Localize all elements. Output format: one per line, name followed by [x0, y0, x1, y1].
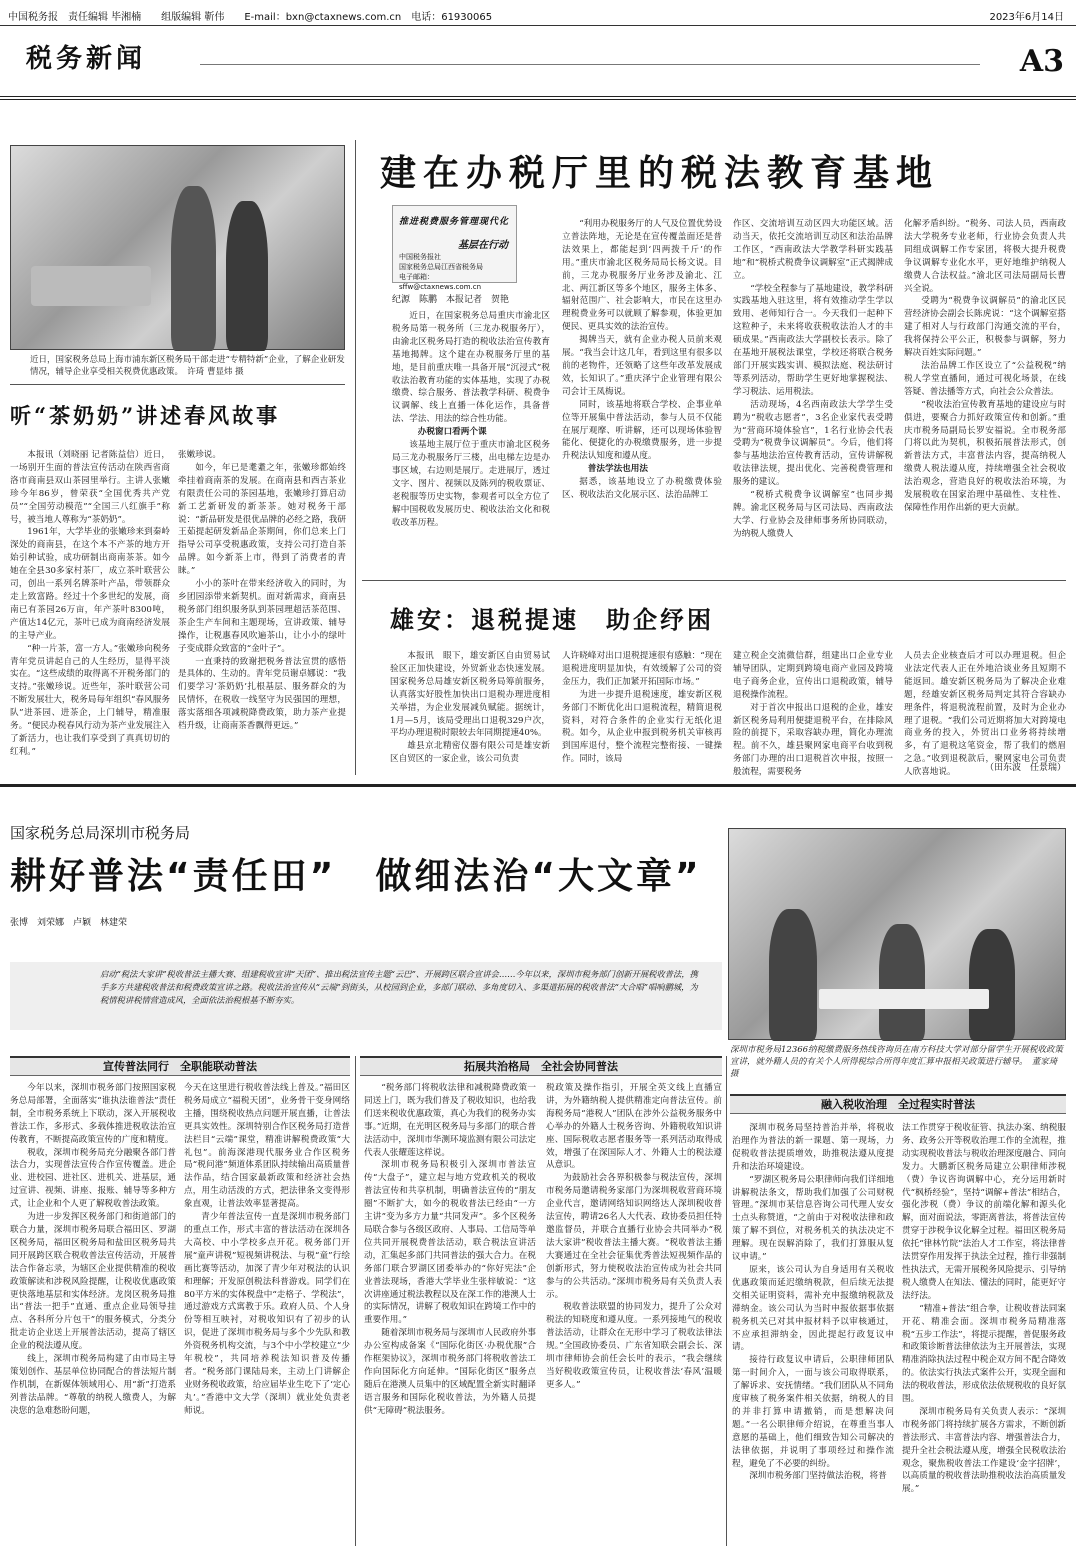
paragraph: 张嫩珍说。 [178, 450, 221, 460]
article1-photo [10, 145, 345, 350]
article4-section-head-2: 拓展共治格局 全社会协同普法 [360, 1056, 722, 1076]
paragraph: 深圳市税务局有关负责人表示：“深圳市税务部门将持续扩展各方需求，不断创新普法形式、丰富普法内容、增强普法合力，提升全社会税法遵从度，增强全民税收法治观念，聚焦税收普法工作建设‘金字招牌’，以高质量的税收普法助推税收法治高质量发展。” [902, 1406, 1066, 1495]
subheading: 办税窗口看两个课 [417, 427, 487, 438]
paragraph: 近日，在国家税务总局重庆市渝北区税务局第一税务所（三龙办税服务厅），由渝北区税务局打造的税收法治宣传教育基地揭牌。这个建在办税服务厅里的基地，是目前重庆唯一具备开展“沉浸式”税收法治教育功能的实体基地，实现了办税缴费、综合服务、普法教学科研、税费争议调解、线上直播一体化运作，具备普法、学法、用法的综合性功能。 [392, 311, 550, 425]
campaign-tagline: 基层在行动 [458, 240, 508, 251]
article4-column-5 [732, 1122, 894, 1544]
article2-headline: 建在办税厅里的税法教育基地 [380, 152, 940, 194]
article2-byline: 纪源 陈鹏 本报记者 贺艳 [392, 295, 510, 305]
article4-column-6 [902, 1122, 1066, 1544]
paragraph: 一直秉持的致谢把税务普法宣贯的感悟是具体的、生动的。青年党员谢卓娜说：“我们要学习‘茶奶奶’扎根基层、服务群众的为民情怀，在税收一线坚守为民强国的理想，落实落细各项减税降费政策，助力茶产业提档升级，让商南茶香飘得更远。” [178, 656, 346, 732]
section-masthead [0, 28, 1076, 100]
paragraph: 为鼓励社会各界积极参与税法宣传，深圳市税务局邀请税务家部门为深圳税收营商环境企业代言，邀请网络知识网络达人深圳税收普法宣传，聘请26名人大代表、政协委员担任特邀监督员，并联合直播行业协会共同举办“税法大家讲”税收普法主播大赛。“税收普法主播大赛通过在全社会征集优秀普法短视频作品的创新形式，努力使税收法治宣传成为社会共同参与的公共活动。”深圳市税务局有关负责人表示。 [546, 1173, 722, 1300]
paragraph: “税桥式税费争议调解室”也同步揭牌。渝北区税务局与区司法局、西南政法大学、行业协会及律师事务所协同联动，为纳税人缴费人 [733, 490, 893, 539]
paragraph: 本报讯（刘晓丽 记者陈益信）近日，一场别开生面的普法宣传活动在陕西省商洛市商南县双山茶园里举行。主讲人张嫩珍今年86岁，曾荣获“全国优秀共产党员”“全国劳动模范”“全国三八红旗手”称号，被当地人尊称为“茶奶奶”。 [10, 450, 170, 525]
photo-figure [226, 201, 268, 351]
paragraph: 如今，年已是耄耋之年，张嫩珍都始终牵挂着商南茶的发展。在商南县和西吉茶业有限责任公司的茶园基地，张嫩珍打算启动新工艺新研发的新茶茶。她对税务干部说：“新品研发是很优品牌的必经之路，我研王茹提起研发新品企茶期间，你们总来上门指导公司享受税惠政策，支持公司打造自茶品牌。如今新茶上市，得到了消费者的青睐。” [178, 462, 346, 577]
paragraph: 该基地主展厅位于重庆市渝北区税务局三龙办税服务厅三楼，出电梯左边是办事区域，右边则是展厅。走进展厅，透过文字、图片、视频以及陈列的税收票证、老税服等历史实物，参观者可以全方位了解中国税收发展历史、税收法治文化和税收改革历程。 [392, 440, 550, 528]
article3-column-3 [733, 650, 893, 778]
subheading: 普法学法也用法 [587, 464, 648, 475]
photo-figure [769, 909, 817, 1041]
paragraph: 为进一步发挥区税务部门和街道部门的联合力量，深圳市税务局联合福田区、罗湖区税务局，福田区税务局和盐田区税务局共同开展跨区联合税收普法宣传活动，开展普法合作备忘录，为辖区企业提供精准的税收政策解读和涉税风险提醒，让税收优惠政策更快落地基层和实体经济。龙岗区税务局推出“普法一把手”直通、重点企业局领导挂点、各科所分片包干”的服务模式，分类分批走访企业送上开展普法活动，提高了辖区企业的税法遵从度。 [10, 1212, 176, 1352]
article4-photo-caption: 深圳市税务局12366纳税缴费服务热线咨询员在南方科技大学对部分留学生开展税收政策宣讲，就外籍人员的有关个人所得税综合所得年度汇算申报相关政策进行辅导。 董家琦 摄 [730, 1045, 1064, 1079]
paragraph: 税政策及操作指引，开展全英文线上直播宣讲，为外籍纳税人提供精准定向普法宣传。前海税务局“港税人”团队在涉外公益税务服务中心举办的外籍人士税务咨询、外籍税收知识讲座、国际税收志愿者服务等一系列活动取得成效，增强了在深国际人才、外籍人士的税法遵从意识。 [546, 1083, 722, 1171]
paragraph: 化解矛盾纠纷。“税务、司法人员，西南政法大学税务专业老师，行业协会负责人共同组成调解工作专家团，将极大提升税费争议调解专业化水平，更好地维护纳税人缴费人合法权益。”渝北区司法局副局长曹兴全说。 [904, 219, 1066, 294]
paragraph: 揭牌当天，就有企业办税人员前来观展。“我当会计这几年，看到这里有很多以前的老物件，还领略了这些年改革发展成效，长知识了。”重庆泽宁企业管理有限公司会计王凤梅说。 [562, 335, 722, 397]
paragraph: 人许晓峰对出口退税提速很有感触：“现在退税进度明显加快，有效缓解了公司的资金压力，我们正加紧开拓国际市场。” [562, 651, 722, 687]
section-divider [0, 784, 1076, 787]
photo-table [819, 989, 989, 1009]
article2-column-4 [904, 218, 1066, 572]
article4-kicker: 国家税务总局深圳市税务局 [10, 824, 191, 842]
article3-headline: 雄安：退税提速 助企纾困 [390, 606, 714, 634]
paragraph: “罗湖区税务局公职律师向我们详细地讲解税法条文，帮助我们加强了公司财税管理。”深圳市某信息咨询公司代理人安女士点头称赞道，“之前由于对税收法律和政策了解不到位，对税务机关的执法决定不理解。现在误解消除了，我们打算服从复议申请。” [732, 1174, 894, 1263]
paragraph: 受聘为“税费争议调解员”的渝北区民营经济协会副会长陈虎说：“这个调解室搭建了相对人与行政部门沟通交流的平台，我将保持公平公正，积极参与调解，努力解决百姓实际问题。” [904, 296, 1066, 359]
paragraph: 1961年，大学毕业的张嫩珍来到秦岭深处的商南县，在这个本不产茶的地方开始引种试验，成功研制出商南茶茶。如今她在全县30多家村茶厂，成立茶叶联营公司，创出一系列名牌茶叶产品，带领群众走上致富路。经过十个多世纪的发展，商南已有茶园26万亩，年产茶叶8300吨，产值达14亿元，茶叶已成为商南经济发展的主导产业。 [10, 527, 170, 641]
paragraph: “精准+普法”组合拳，让税收普法同案开花、精准会面。深圳市税务局精准落税“五步工作法”，将提示提醒，普促服务政和政策诊断普法律依法为主开展普法，实现精准消除执法过程中税企双方间不配合降效的。依法实行执法式案件公开，实现全面和法的税收普法，形成依法依规税收的良好氛围。 [902, 1303, 1066, 1405]
article4-section-head-3: 融入税收治理 全过程实时普法 [730, 1094, 1066, 1114]
paragraph: 作区、交流培训互动区四大功能区域。活动当天，依托交流培训互动区和法治品牌工作区，“西南政法大学教学科研实践基地”和“税桥式税费争议调解室”正式揭牌成立。 [733, 219, 893, 281]
paragraph: 今天在这里进行税收普法线上普及。”福田区税务局成立“福税天团”，业务骨干变身网络主播，围绕税收热点问题开展直播，让普法更具实效性。深圳特别合作区税务局打造普法栏目“云端”课堂，精准讲解税费政策“大礼包”。前海深港现代服务业合作区税务局“税问港”频道体系团队持续输出高质量普法作品，结合国家最新政策和经济社会热点，用生动活泼的方式，把法律条文变得形象直观，让普法效率显著提高。 [184, 1083, 350, 1210]
paragraph: “税务部门将税收法律和减税降费政策一同送上门，既为我们普及了税收知识，也给我们送来税收优惠政策，真心为我们的税务办实事。”近期，在光明区税务局与多部门的联合普法活动中，深圳市华测环境监测有限公司法定代表人张耀莲这样说。 [364, 1083, 536, 1158]
article2-column-3 [733, 218, 893, 572]
article2-column-2 [562, 218, 722, 572]
paragraph: “税收法治宣传教育基地的建设应与时俱进，要聚合力抓好政策宣传和创新。”重庆市税务局副局长罗安福说。全市税务部门将以此为契机，积极拓展普法形式，创新普法方式，丰富普法内容，提高纳税人缴费人税法遵从度，持续增强全社会税收法治观念，营造良好的税收法治环境，为发展税收在国家治理中基础性、支柱性、保障性作用作出新的更大贡献。 [904, 399, 1066, 513]
photo-figure [969, 929, 1015, 1041]
photo-equipment [31, 266, 151, 306]
column-divider [355, 140, 356, 775]
section-title: 税务新闻 [26, 44, 147, 74]
article2-column-1 [392, 310, 550, 572]
paragraph: 随着深圳市税务局与深圳市人民政府外事办公室构成备案《“国际化街区·办税优服”合作框架协议》，深圳市税务部门将税收普法工作向国际化方向延伸。“国际化街区”服务点随后在港澳人员集中的区域配置全新实时翻译语言服务和国际化税收普法，为外籍人员提供“无障碍”税法服务。 [364, 1328, 536, 1416]
article4-headline: 耕好普法“责任田” 做细法治“大文章” [10, 856, 702, 897]
header-info: 中国税务报 责任编辑 毕湘楠 组版编辑 靳伟 E-mail：bxn@ctaxnews.com.cn 电话：61930065 [8, 12, 493, 23]
header-date: 2023年6月14日 [989, 12, 1064, 23]
campaign-contact: 中国税务报社 国家税务总局江西省税务局 电子邮箱：sffw@ctaxnews.com.cn [399, 253, 483, 291]
paragraph: 人员去企业核查后才可以办理退税。但企业法定代表人正在外地洽谈业务且短期不能返回。雄安新区税务局为了解决企业难题，经雄安新区税务局判定其符合容缺办理条件，将退税流程前置，及时为企业办理了退税。“我们公司近期将加大对跨境电商业务的投入，外贸出口业务将持续增多，有了退税这笔资金，帮了我们的燃眉之急。”收到退税款后，聚网家电公司负责人欣喜地说。 [904, 651, 1066, 778]
article4-column-2 [184, 1082, 350, 1544]
article4-byline: 张博 刘荣娜 卢颖 林建荣 [10, 918, 128, 928]
paragraph: 税收，深圳市税务局充分融聚各部门普法合力，实现普法宣传合作宣传覆盖。进企业、进校园、进社区、进机关、进基层，通过宣讲、视频、讲座、报账、辅导等多种方式，让企业和个人更了解税收普法政策。 [10, 1147, 176, 1210]
article4-column-3 [364, 1082, 536, 1544]
paragraph: 本报讯 眼下，雄安新区自由贸易试验区正加快建设，外贸新业态快速发展。国家税务总局雄安新区税务局筹前服务，认真落实好股性加快出口退税办理进度相关举措，为企业发展减负赋能。据统计，1月—5月，该局受理出口退税329户次，平均办理退税时限较去年同期提速40%。 [390, 651, 550, 739]
paragraph: 今年以来，深圳市税务部门按照国家税务总局部署，全面落实“谁执法谁普法”责任制，全市税务系统上下联动，深入开展税收普法工作，多形式、多载体推进税收法治宣传教育，不断提高政策宣传的广度和精度。 [10, 1083, 176, 1145]
paragraph: 青少年普法宣传一直是深圳市税务部门的重点工作，形式丰富的普法活动在深圳各大高校、中小学校多点开花。税务部门开展“童声讲税”短视频讲税法、与税“童”行绘画比赛等活动，加深了青少年对税法的认识和理解；开发原创税法科普游戏。同学们在80平方米的实体税盘中“走格子、学税法”，通过游戏方式寓教于乐。政府人员、个人身份等相互映衬，对税收知识有了初步的认识，促进了深圳市税务局与多个少先队和教外资税务机构交流，与3个中小学校建立“少年税校”，共同培养税法知识普及传播者。“税务部门课陆局来，主动上门讲解企业财务税收政策，给应届毕业生吃下了‘定心丸’。”香港中文大学（深圳）就业处负责老师说。 [184, 1212, 351, 1416]
article4-photo [728, 828, 1066, 1040]
article4-section-head-1: 宣传普法同行 全职能联动普法 [10, 1056, 350, 1076]
article3-credit: （田东波 任景瑞） [984, 763, 1066, 773]
paragraph: 法治品牌工作区设立了“公益税税”纳税人学堂直播间，通过可视化场景，在线答疑、普法播等方式，向社会公众普法。 [904, 360, 1066, 397]
paragraph: 深圳市税务局坚持普治并举，将税收治理作为普法的新一课题、第一现场，力促税收普法提质增效，助推税法遵从度提升和法治环境建设。 [732, 1123, 894, 1172]
campaign-logo-box [392, 205, 517, 291]
paragraph: 建立税企交流微信群，组建出口企业专业辅导团队，定期到跨境电商产业园及跨境电子商务企业，宣传出口退税政策，辅导退税操作流程。 [733, 651, 893, 700]
paragraph: 雄县京北精密仪器有限公司是雄安新区自贸区的一家企业，该公司负责 [390, 741, 550, 765]
photo-figure [879, 924, 925, 1041]
paragraph: 对于首次申报出口退税的企业，雄安新区税务局利用便捷退税平台，在排除风险的前提下，采取容缺办理，简化办理流程。前不久，雄县聚网家电商平台收到税务部门办理的出口退税首次申报，按照一般流程，需要税务 [733, 702, 893, 778]
article3-column-1 [390, 650, 550, 774]
article1-photo-caption: 近日，国家税务总局上海市浦东新区税务局干部走进“专精特新”企业，了解企业研发情况，辅导企业享受相关税费优惠政策。 许琦 曹显炜 摄 [30, 355, 345, 377]
article1-column-2 [178, 449, 346, 771]
paragraph: 法工作贯穿于税收征管、执法办案、纳税服务、政务公开等税收治理工作的全流程，推动实现税收普法与税收治理深度融合、同向发力。大鹏新区税务局建立公职律师涉税（费）争议咨询调解中心，充分运用新时代“枫桥经验”，坚持“调解+普法”相结合，强化涉税（费）争议的前端化解和源头化解，面对面说法，零距离普法，将普法宣传贯穿于涉税争议化解全过程。福田区税务局依托“律林竹院”法治人才工作室，将法律普法贯穿作用发挥于执法全过程，推行非强制性执法式，无需开展税务风险提示、引导纳税人缴费人在知法、懂法的同时，能更好守法纾法。 [902, 1123, 1066, 1301]
divider [362, 580, 1066, 581]
paragraph: 据悉，该基地设立了办税缴费体验区、税收法治文化展示区、法治品牌工 [562, 477, 722, 501]
paragraph: 深圳市税务部门坚持做法治税，将普 [749, 1471, 887, 1482]
paragraph: 原来，该公司认为自身适用有关税收优惠政策而延迟缴纳税款，但后续无法提交相关证明资料，需补充申报缴纳税款及滞纳金。该公司认为当时申报依据事依据税务机关已对其申报材料予以审核通过，不应承担滞纳金，因此提起行政复议申请。 [732, 1264, 894, 1353]
paragraph: 活动现场，4名西南政法大学学生受聘为“税收志愿者”，3名企业家代表受聘为“营商环境体验官”，1名行业协会代表受聘为“税费争议调解员”。今后，他们将参与基地法治宣传教育活动，宣传讲解税收法律法规，提出优化、完善税费管理和服务的建议。 [733, 399, 893, 488]
column-divider [355, 1056, 356, 1546]
article1-column-1 [10, 449, 170, 771]
article1-headline: 听“茶奶奶”讲述春风故事 [10, 403, 281, 428]
campaign-slogan: 推进税费服务管理现代化 [399, 217, 510, 227]
page-number: A3 [1019, 44, 1064, 79]
paragraph: “利用办税服务厅的人气及位置优势设立普法阵地，无论是在宣传覆盖面还是普法效果上，都能起到‘四两拨千斤’的作用。”重庆市渝北区税务局局长杨文说。目前，三龙办税服务厅业务涉及渝北、江北、两江新区等多个地区，服务主体多、辐射范围广、社会影响大，市民在这里办理税费业务可以就顾了解参观，体验更加便民、更具实效的法治宣传。 [562, 219, 722, 333]
column-divider [726, 1056, 727, 1546]
article4-intro: 启动“税法大家讲”税收普法主播大赛、组建税收宣讲“天团”、推出税法宣传主题“云巴”、开展跨区联合宣讲会……今年以来，深圳市税务部门创新开展税收普法，携手多方共建税收普法和税费政策宣讲之路。税收法治宣传从“云端”到街头，从校园到企业，多部门联动、多角度切入、多渠道拓展的税收普法“大合唱”唱响鹏城，为税情税讲税情营造成风，全面依法治税根基不断夯实。 [10, 962, 722, 1030]
article3-column-2 [562, 650, 722, 774]
paragraph: 深圳市税务局积极引入深圳市普法宣传“大盘子”，建立起与地方党政机关的税收普法宣传和共享机制，明确普法宣传的“朋友圈”不断扩大，如今的税收普法已经由“一方主讲”变为多方力量“共同发声”。多个区税务局联合参与各级区政府、人事局、工信局等单位共同开展税费普法活动，联合税法宣讲活动，汇集起多部门共同普法的强大合力。在税务部门联合罗湖区团委举办的“你好宪法”企业普法现场，香港大学毕业生张梓敏说：“这次讲座通过税法教程以及在深工作的港澳人士的实际情况，讲解了税收知识在跨境工作中的重要作用。” [364, 1160, 536, 1326]
photo-figure [171, 186, 216, 351]
article4-column-1 [10, 1082, 176, 1544]
divider [10, 384, 345, 385]
paragraph: “学校全程参与了基地建设，教学科研实践基地入驻这里，将有效推动学生学以致用、老师知行合一。今天我们一起种下这粒种子，未来将收获税收法治人才的丰硕成果。”西南政法大学副校长表示。除了在基地开展税法课堂，学校还将联合税务部门开展实践实训、模拟法庭、税法研讨等系列活动，帮助学生更好地掌握税法、学习税法、运用税法。 [733, 283, 893, 397]
paragraph: 税收普法联盟的协同发力，提升了公众对税法的知晓度和遵从度。一系列接地气的税收普法活动，让群众在无形中学习了税收法律法规。”全国政协委员、广东省知联会副会长、深圳市律师协会前任会长叶的表示，“我会继续当好税收政策宣传员，让税收普法‘春风’温暖更多人。” [546, 1302, 722, 1390]
paragraph: 为进一步提升退税速度，雄安新区税务部门不断优化出口退税流程，精简退税资料，对符合条件的企业实行无纸化退税。如今，从企业申报到税务机关审核再到国库退付，整个流程完整衔接、一键操作。同时，该局 [562, 689, 722, 765]
paragraph: 线上，深圳市税务局构建了由市局主导策划创作、基层单位协同配合的普法短片制作机制，在新媒体领域用心、用“新”打造系列普法品牌。“尊敬的纳税人缴费人，为解决您的急难愁盼问题， [10, 1354, 176, 1416]
paragraph: 小小的茶叶在带来经济收入的同时，为乡团园添带来新契机。面对新需求，商南县税务部门组织服务队到茶园理超活茶范围、茶企生产车间和主题现场，宣讲政策、辅导操作，让税惠春风吹遍茶山，让小小的绿叶子变成群众致富的“金叶子”。 [178, 579, 346, 654]
paragraph: 同时，该基地将联合学校、企事业单位等开展集中普法活动，参与人员不仅能在展厅观摩、听讲解，还可以现场体验智能化、便捷化的办税缴费服务，进一步提升税法认知度和遵从度。 [562, 399, 722, 462]
paragraph: 接待行政复议申请后，公职律师团队第一时间介入，一面与该公司取得联系，了解诉求、安抚情绪。“我们团队从不同角度审核了税务案件相关依据，纳税人的目的并非打算申请撤销，而是想解决问题。”一名公职律师介绍说，在尊重当事人意愿的基础上，他们细致告知公司解决的法律依据，并说明了事项经过和操作流程，避免了不必要的纠纷。 [732, 1355, 894, 1469]
paragraph: “种一片茶，富一方人。”张嫩珍向税务青年党员讲起自己的人生经历，显得平淡实在。“这些成绩的取得离不开税务部门的支持。”张嫩珍说。近些年，茶叶联营公司不断发展壮大，税务局每年组织“春风服务队”进茶园、进茶企，上门辅导，精准服务。“便民办税春风行动为茶产业发展注入了新活力，也让我们享受到了真真切切的红利。” [10, 643, 170, 757]
article4-column-4 [546, 1082, 722, 1544]
masthead-rule [200, 64, 980, 65]
page-header-bar [0, 0, 1076, 26]
